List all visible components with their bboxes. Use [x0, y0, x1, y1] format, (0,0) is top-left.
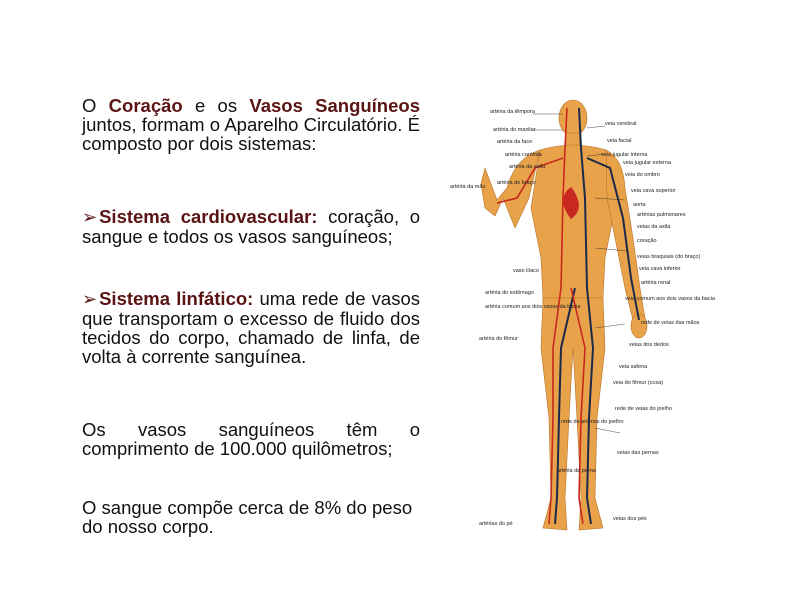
svg-text:artéria do braço: artéria do braço — [497, 180, 536, 186]
svg-text:aorta: aorta — [633, 202, 646, 208]
svg-text:artéria comum aos dois vasos d: artéria comum aos dois vasos da bacia — [485, 304, 581, 310]
vessel-length-paragraph: Os vasos sanguíneos têm o comprimento de 100.000 quilômetros; — [82, 419, 420, 459]
list-item-lymphatic — [82, 289, 420, 366]
svg-text:rede de artérias do joelho: rede de artérias do joelho — [561, 419, 624, 425]
svg-text:artéria renal: artéria renal — [641, 280, 671, 286]
arrow-bullet-icon: ➢ — [82, 207, 98, 227]
svg-text:artéria carótida: artéria carótida — [505, 152, 542, 158]
svg-text:artéria da axila: artéria da axila — [509, 164, 546, 170]
svg-text:veia cerebral: veia cerebral — [605, 121, 637, 127]
svg-text:veia jugular externa: veia jugular externa — [623, 160, 672, 166]
svg-text:artéria do maxilar: artéria do maxilar — [493, 127, 536, 133]
svg-text:artéria da perna: artéria da perna — [557, 468, 596, 474]
item-text: coração, o sangue e todos os vasos sanguíneos; — [82, 206, 421, 247]
human-body-diagram — [445, 88, 715, 548]
svg-text:veia jugular interna: veia jugular interna — [601, 152, 648, 158]
svg-text:veias braquiais (do braço): veias braquiais (do braço) — [637, 254, 701, 260]
svg-text:artéria do estômago: artéria do estômago — [485, 290, 534, 296]
svg-text:artéria do fêmur: artéria do fêmur — [479, 336, 518, 342]
intro-paragraph — [82, 96, 420, 153]
svg-text:veias dos dedos: veias dos dedos — [629, 342, 669, 348]
list-item-cardiovascular — [82, 207, 420, 246]
svg-text:artéria da têmpora: artéria da têmpora — [490, 109, 535, 115]
svg-text:veias das pernas: veias das pernas — [617, 450, 659, 456]
svg-text:veia comum aos dois vasos da b: veia comum aos dois vasos da bacia — [625, 296, 715, 302]
svg-text:veias dos pés: veias dos pés — [613, 516, 647, 522]
svg-text:artéria da face: artéria da face — [497, 139, 533, 145]
svg-text:rede de veias do joelho: rede de veias do joelho — [615, 406, 672, 412]
svg-text:vaso ilíaco: vaso ilíaco — [513, 268, 539, 274]
svg-text:veias da axila: veias da axila — [637, 224, 671, 230]
svg-text:rede de veias das mãos: rede de veias das mãos — [641, 320, 700, 326]
svg-text:veia facial: veia facial — [607, 138, 632, 144]
arrow-bullet-icon: ➢ — [82, 289, 98, 309]
svg-text:artérias pulmonares: artérias pulmonares — [637, 212, 686, 218]
svg-text:veia cava superior: veia cava superior — [631, 188, 676, 194]
circulatory-system-illustration — [445, 88, 715, 548]
intro-paragraph-text: O Coração e os Vasos Sanguíneos juntos, formam o Aparelho Circulatório. É composto por dois sistemas: — [82, 95, 420, 154]
item-title: Sistema cardiovascular: — [99, 206, 318, 227]
blood-weight-paragraph: O sangue compõe cerca de 8% do peso do nosso corpo. — [82, 497, 413, 537]
svg-text:coração: coração — [637, 238, 657, 244]
svg-text:veia cava inferior: veia cava inferior — [639, 266, 681, 272]
item-text: uma rede de vasos que transportam o excesso de fluido dos tecidos do corpo, chamado de linfa, de volta à corrente sanguínea. — [82, 288, 420, 367]
svg-text:artérias do pé: artérias do pé — [479, 521, 513, 527]
svg-text:artéria da mão: artéria da mão — [450, 184, 486, 190]
svg-text:veia do ombro: veia do ombro — [625, 172, 660, 178]
item-title: Sistema linfático: — [99, 288, 254, 309]
svg-text:veia safena: veia safena — [619, 364, 648, 370]
svg-text:veia do fêmur (coxa): veia do fêmur (coxa) — [613, 380, 664, 386]
